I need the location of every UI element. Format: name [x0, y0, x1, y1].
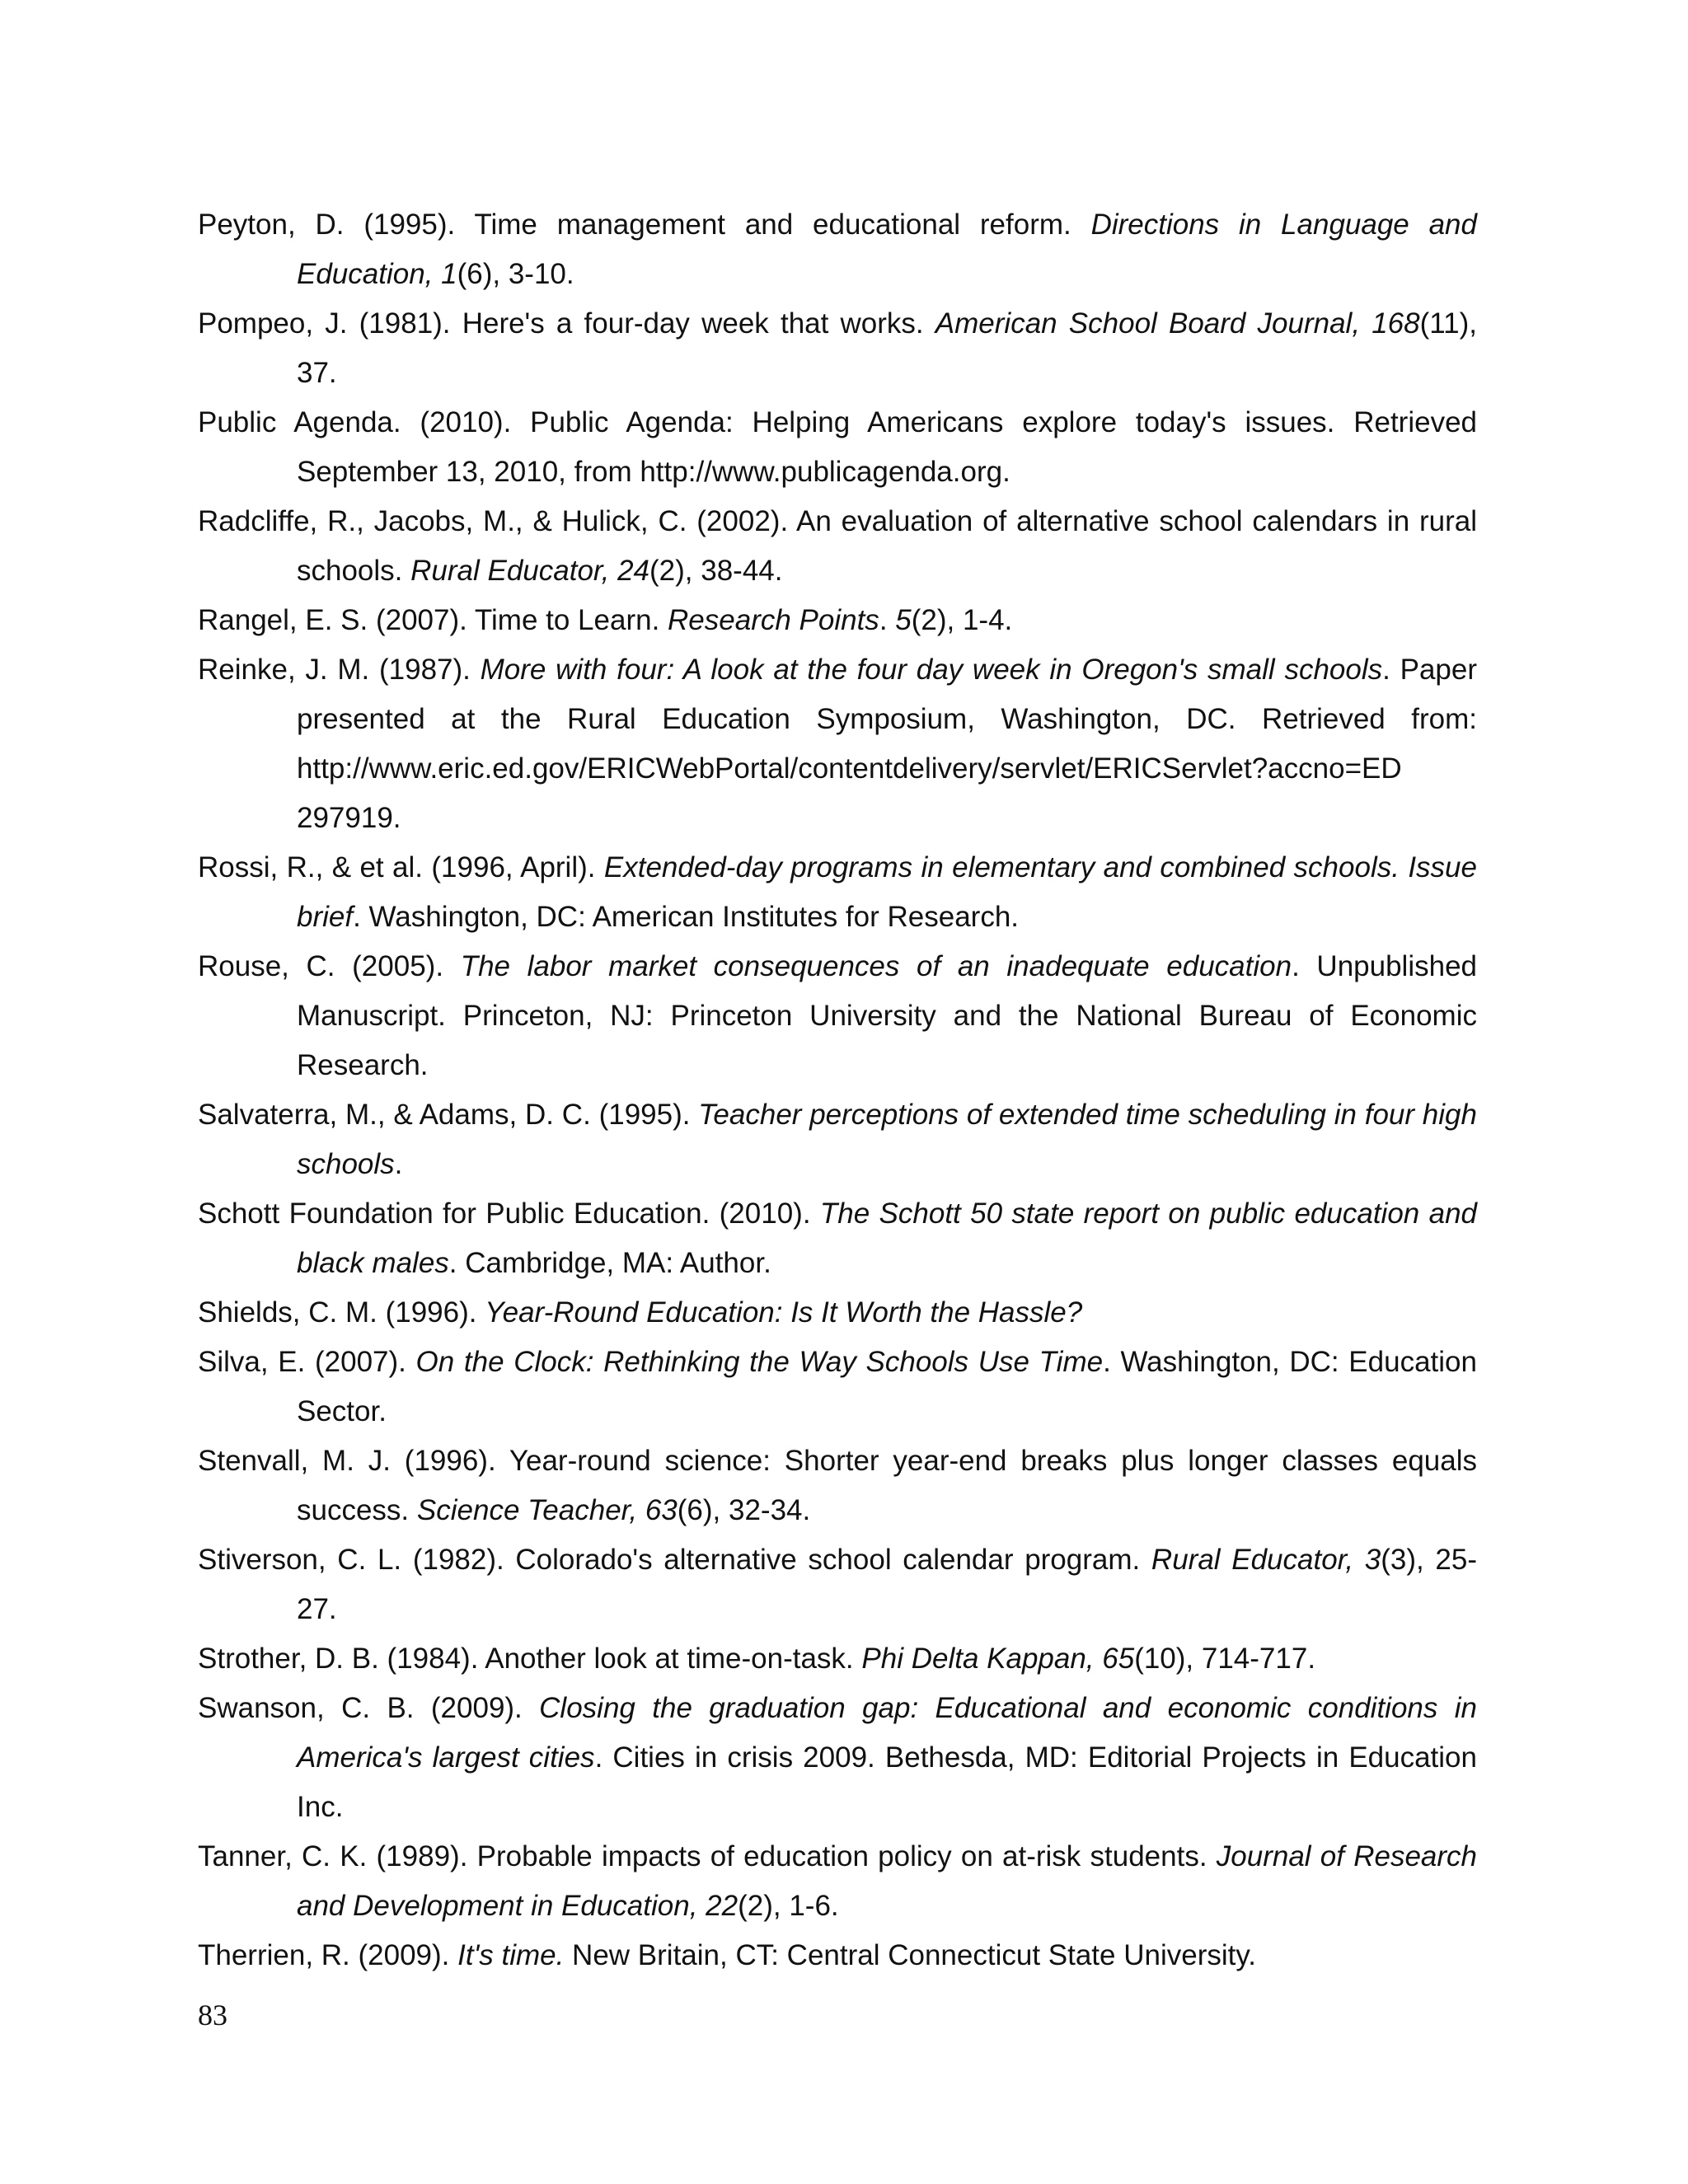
reference-text: (2), 1-6. — [738, 1890, 839, 1922]
reference-italic-text: American School Board Journal, 168 — [935, 307, 1420, 340]
reference-italic-text: Closing the graduation gap: Educational and economic conditions in America's largest cities — [297, 1692, 1477, 1774]
reference-text: (6), 32-34. — [677, 1494, 811, 1526]
reference-entry — [198, 1832, 1477, 1931]
reference-italic-text: On the Clock: Rethinking the Way Schools Use Time — [415, 1346, 1104, 1378]
reference-text: Swanson, C. B. (2009). — [198, 1692, 540, 1724]
reference-entry — [198, 398, 1477, 497]
reference-italic-text: Directions in Language and Education, 1 — [297, 209, 1477, 290]
reference-entry — [198, 1090, 1477, 1189]
reference-text: Schott Foundation for Public Education. (2010). — [198, 1197, 820, 1230]
reference-text: (6), 3-10. — [457, 258, 574, 290]
reference-italic-text: Year-Round Education: Is It Worth the Hassle? — [485, 1296, 1083, 1329]
reference-text: New Britain, CT: Central Connecticut State University. — [564, 1939, 1256, 1971]
reference-italic-text: Journal of Research and Development in Education, 22 — [297, 1840, 1477, 1922]
reference-text: Tanner, C. K. (1989). Probable impacts of education policy on at-risk students. — [198, 1840, 1217, 1872]
reference-entry — [198, 200, 1477, 299]
reference-text: . — [394, 1148, 403, 1180]
reference-entry — [198, 942, 1477, 1090]
reference-entry — [198, 1535, 1477, 1634]
reference-text: . Washington, DC: Education Sector. — [297, 1346, 1477, 1427]
reference-text: . Paper presented at the Rural Education Symposium, Washington, DC. Retrieved from: http://www.eric.ed.gov/ERICWebPortal/contentdelivery/servlet/ERICServlet?accno=ED 297919. — [297, 654, 1477, 834]
reference-text: . — [879, 604, 896, 636]
reference-list — [198, 200, 1477, 1980]
reference-text: Public Agenda. (2010). Public Agenda: Helping Americans explore today's issues. Retrieved September 13, 2010, from http://www.publicagenda.org. — [198, 406, 1477, 488]
reference-italic-text: Rural Educator, 3 — [1151, 1544, 1381, 1576]
reference-text: (2), 38-44. — [649, 555, 783, 587]
reference-text: Radcliffe, R., Jacobs, M., & Hulick, C. (2002). An evaluation of alternative school calendars in rural schools. — [198, 505, 1477, 587]
reference-entry — [198, 1634, 1477, 1684]
reference-italic-text: Research Points — [668, 604, 879, 636]
reference-entry — [198, 596, 1477, 645]
reference-entry — [198, 1338, 1477, 1436]
reference-text: Silva, E. (2007). — [198, 1346, 416, 1378]
reference-text: (3), 25-27. — [297, 1544, 1478, 1625]
reference-entry — [198, 1436, 1477, 1535]
reference-text: Rangel, E. S. (2007). Time to Learn. — [198, 604, 668, 636]
reference-italic-text: The Schott 50 state report on public education and black males — [297, 1197, 1478, 1279]
reference-entry — [198, 1684, 1477, 1832]
reference-text: Pompeo, J. (1981). Here's a four-day week that works. — [198, 307, 935, 340]
reference-italic-text: 5 — [895, 604, 912, 636]
reference-text: . Cities in crisis 2009. Bethesda, MD: Editorial Projects in Education Inc. — [297, 1741, 1477, 1823]
reference-entry — [198, 1288, 1477, 1338]
reference-text: Reinke, J. M. (1987). — [198, 654, 481, 686]
reference-text: Strother, D. B. (1984). Another look at time-on-task. — [198, 1643, 862, 1675]
reference-entry — [198, 1189, 1477, 1288]
reference-italic-text: The labor market consequences of an inadequate education — [460, 950, 1292, 982]
reference-entry — [198, 497, 1477, 596]
reference-italic-text: It's time. — [457, 1939, 565, 1971]
reference-entry — [198, 299, 1477, 398]
reference-italic-text: Teacher perceptions of extended time scheduling in four high schools — [297, 1099, 1477, 1180]
reference-entry — [198, 843, 1477, 942]
reference-italic-text: Science Teacher, 63 — [416, 1494, 678, 1526]
reference-text: (11), 37. — [297, 307, 1477, 389]
reference-text: Salvaterra, M., & Adams, D. C. (1995). — [198, 1099, 699, 1131]
reference-entry — [198, 1931, 1477, 1980]
reference-text: Rouse, C. (2005). — [198, 950, 461, 982]
reference-text: Stenvall, M. J. (1996). Year-round science: Shorter year-end breaks plus longer classes equals success. — [198, 1445, 1477, 1526]
reference-italic-text: Extended-day programs in elementary and combined schools. Issue brief — [297, 851, 1477, 933]
reference-text: . Cambridge, MA: Author. — [448, 1247, 771, 1279]
reference-text: Shields, C. M. (1996). — [198, 1296, 485, 1329]
reference-text: Peyton, D. (1995). Time management and educational reform. — [198, 209, 1091, 241]
reference-italic-text: More with four: A look at the four day week in Oregon's small schools — [480, 654, 1383, 686]
reference-text: . Unpublished Manuscript. Princeton, NJ: Princeton University and the National Bureau of Economic Research. — [297, 950, 1478, 1081]
reference-text: Rossi, R., & et al. (1996, April). — [198, 851, 604, 883]
reference-text: Stiverson, C. L. (1982). Colorado's alternative school calendar program. — [198, 1544, 1151, 1576]
reference-italic-text: Rural Educator, 24 — [410, 555, 650, 587]
page-number: 83 — [198, 1999, 227, 2032]
reference-text: Therrien, R. (2009). — [198, 1939, 458, 1971]
reference-entry — [198, 645, 1477, 843]
reference-text: (10), 714-717. — [1134, 1643, 1316, 1675]
reference-text: . Washington, DC: American Institutes for Research. — [353, 901, 1020, 933]
reference-text: (2), 1-4. — [911, 604, 1013, 636]
reference-italic-text: Phi Delta Kappan, 65 — [861, 1643, 1135, 1675]
